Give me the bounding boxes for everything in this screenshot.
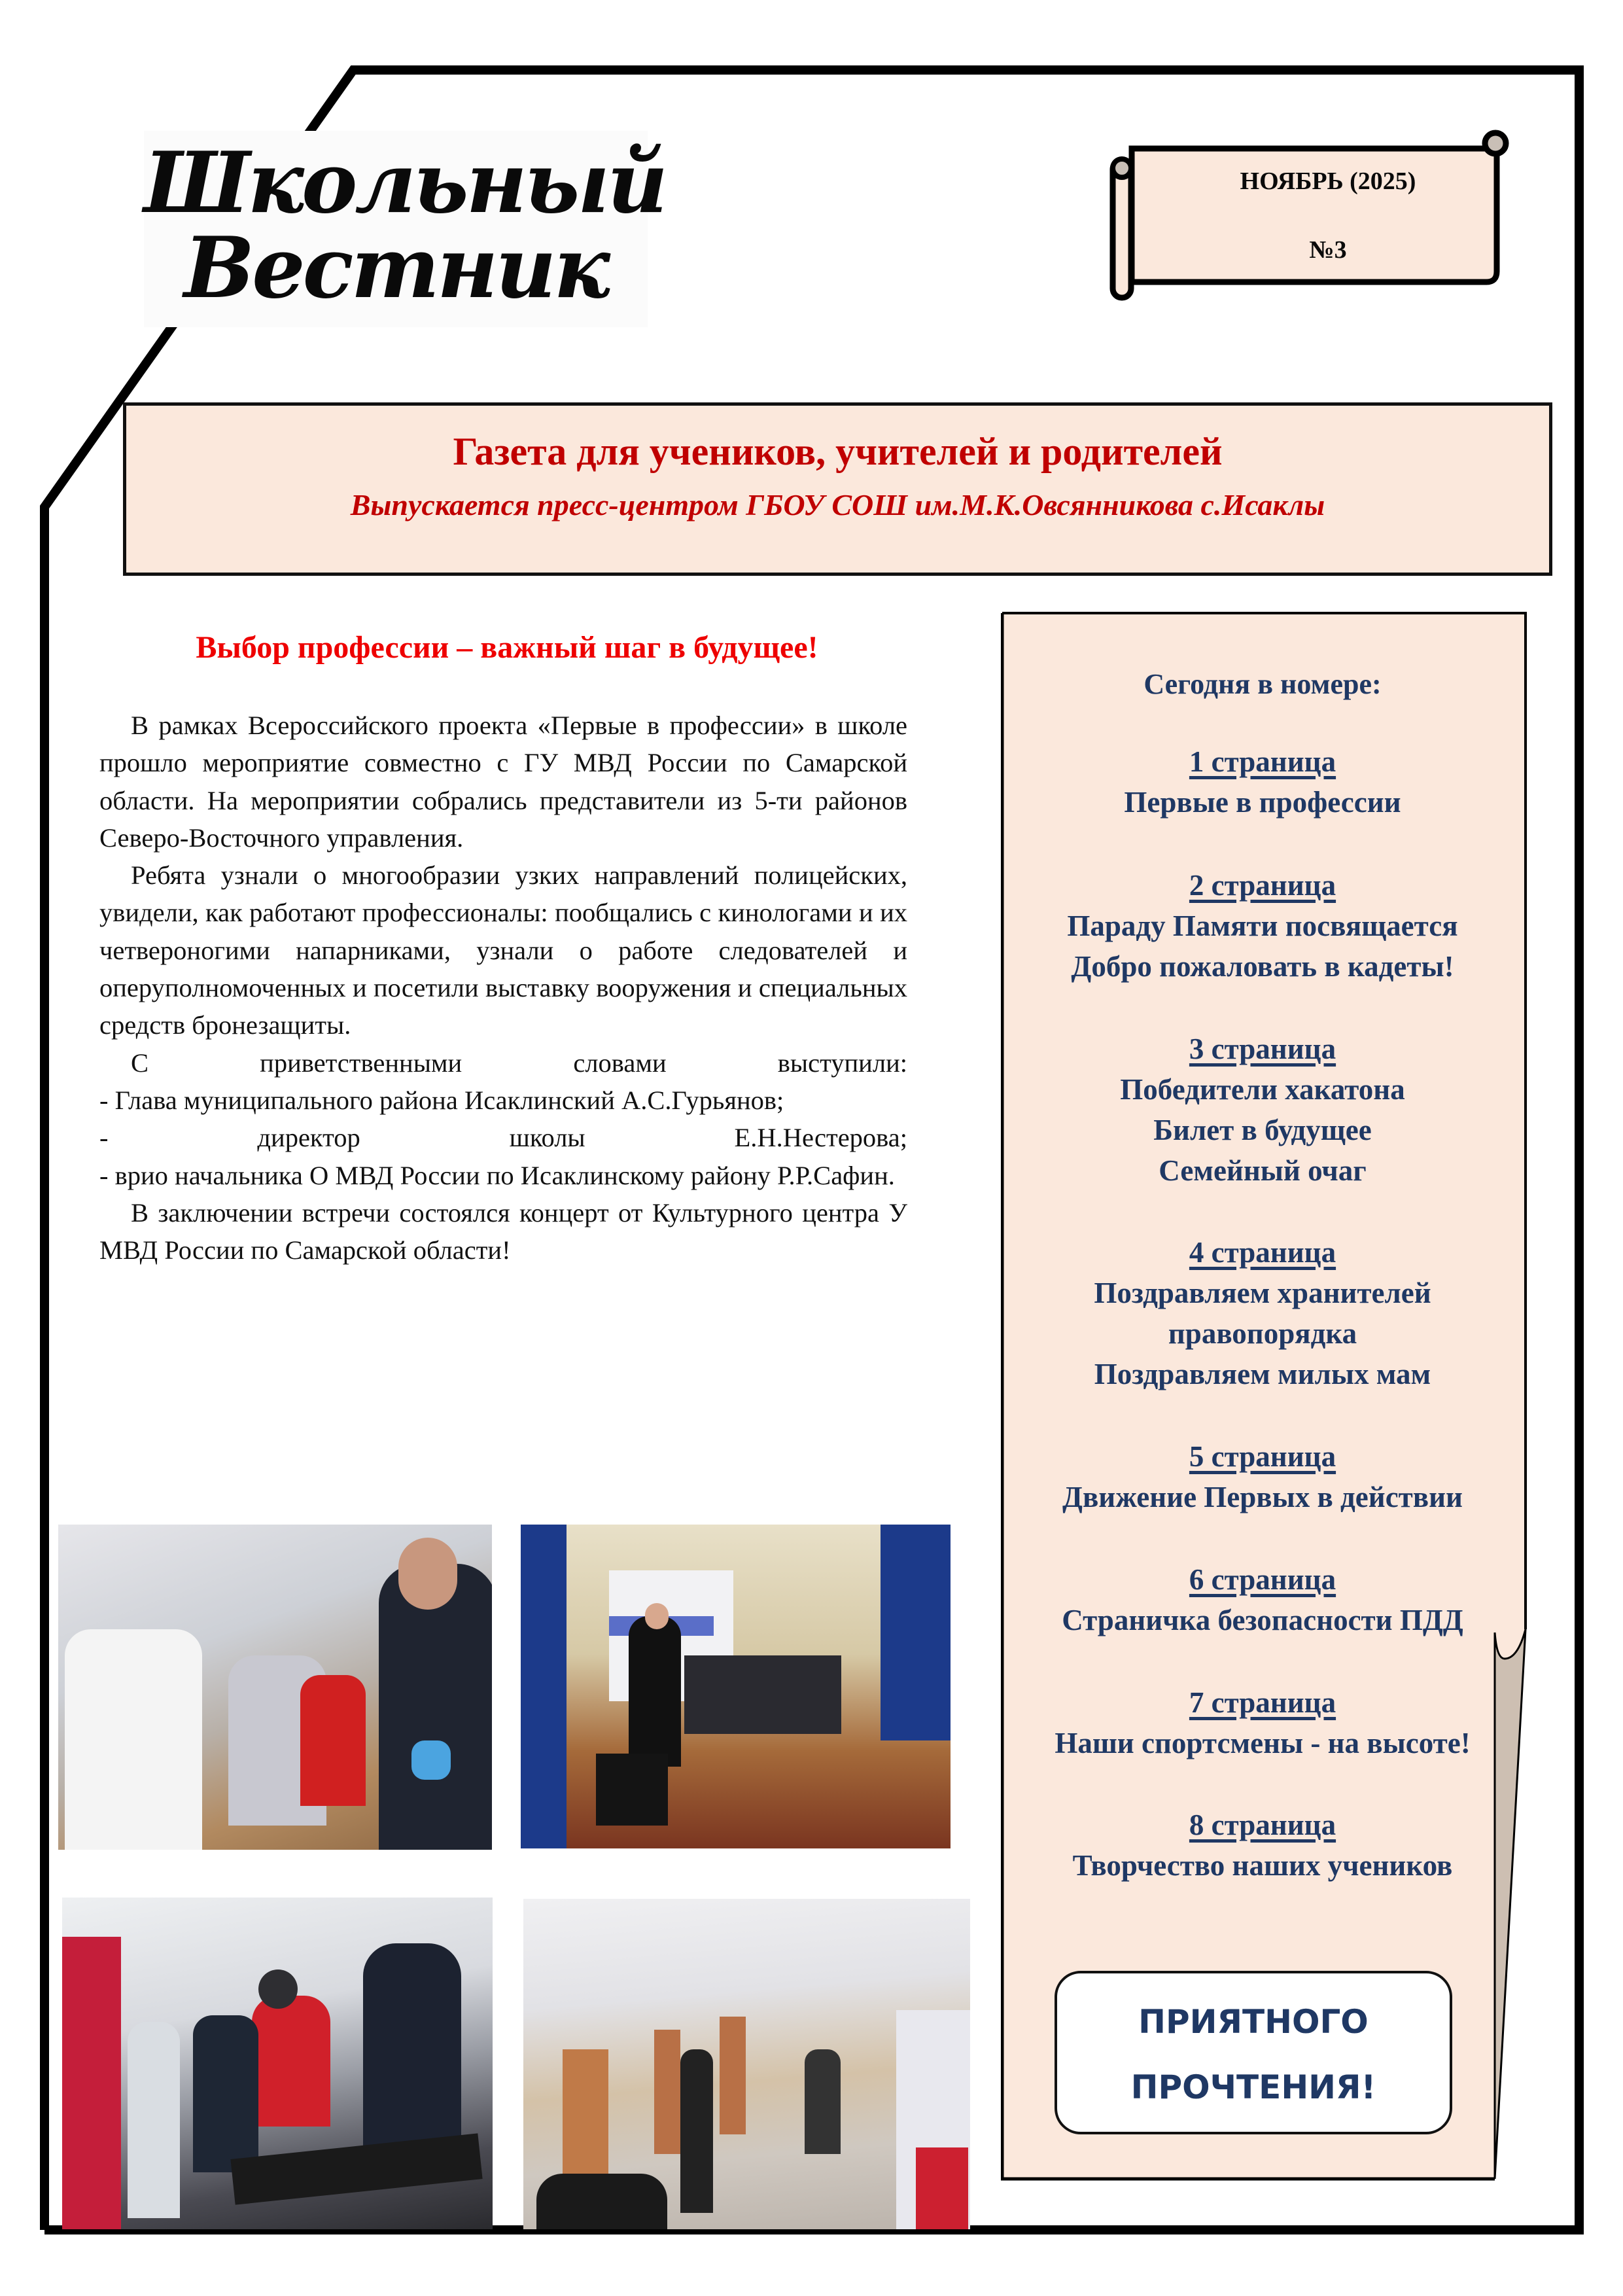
contents-item: Страничка безопасности ПДД [1062, 1604, 1463, 1636]
article-speaker: - директор школы Е.Н.Нестерова; [99, 1123, 907, 1153]
banner-title: Газета для учеников, учителей и родителей [453, 430, 1223, 473]
contents-item: Добро пожаловать в кадеты! [1071, 950, 1454, 983]
contents-section [1001, 1559, 1524, 1640]
contents-item: правопорядка [1168, 1317, 1357, 1350]
photo-students-with-police [58, 1525, 492, 1850]
issue-month: НОЯБРЬ (2025) [1240, 168, 1416, 195]
article-paragraph: Ребята узнали о многообразии узких направлений полицейских, увидели, как работают профессионалы: пообщались с кинологами и их четвероногими напарниками, узнали о работе следователей и оперуполномоченных и посетили выставку вооружения и специальных средств бронезащиты. [99, 860, 907, 1040]
article-paragraph: В рамках Всероссийского проекта «Первые в профессии» в школе прошло мероприятие совместно с ГУ МВД России по Самарской области. На мероприятии собрались представители из 5-ти районов Северо-Восточного управления. [99, 711, 907, 853]
contents-item: Движение Первых в действии [1062, 1481, 1463, 1513]
newspaper-logo [144, 131, 666, 327]
contents-page-link[interactable]: 5 страница [1189, 1440, 1336, 1473]
closing-line-1: ПРИЯТНОГО [1138, 2003, 1369, 2041]
scroll-shape [1106, 128, 1524, 304]
contents-item: Победители хакатона [1120, 1073, 1405, 1106]
contents-page-link[interactable]: 3 страница [1189, 1033, 1336, 1065]
contents-item: Параду Памяти посвящается [1067, 910, 1458, 942]
banner-subtitle: Выпускается пресс-центром ГБОУ СОШ им.М.К.Овсянникова с.Исаклы [350, 488, 1325, 521]
contents-item: Наши спортсмены - на высоте! [1055, 1727, 1471, 1759]
issue-scroll-badge [1106, 128, 1524, 304]
contents-item: Творчество наших учеников [1072, 1849, 1453, 1882]
contents-item: Поздравляем хранителей [1094, 1277, 1431, 1309]
contents-page-link[interactable]: 4 страница [1189, 1236, 1336, 1269]
contents-item: Первые в профессии [1124, 786, 1401, 819]
contents-page-link[interactable]: 6 страница [1189, 1563, 1336, 1596]
contents-page-link[interactable]: 1 страница [1189, 745, 1336, 778]
contents-heading: Сегодня в номере: [1143, 668, 1382, 700]
contents-item: Поздравляем милых мам [1094, 1358, 1431, 1390]
photo-weapons-exhibition [62, 1898, 493, 2229]
contents-page-link[interactable]: 2 страница [1189, 869, 1336, 902]
contents-page-link[interactable]: 8 страница [1189, 1809, 1336, 1841]
contents-panel-background [1001, 612, 1550, 2182]
contents-section [1001, 741, 1524, 822]
closing-message-box [1055, 1971, 1452, 2134]
article-speaker: - Глава муниципального района Исаклинский А.С.Гурьянов; [99, 1085, 784, 1115]
article-speaker: - врио начальника О МВД России по Исаклинскому району Р.Р.Сафин. [99, 1160, 895, 1190]
contents-panel [1001, 612, 1550, 2182]
article-body [99, 707, 907, 1269]
contents-section [1001, 1436, 1524, 1517]
contents-section [1001, 1682, 1524, 1763]
article-title: Выбор профессии – важный шаг в будущее! [196, 630, 818, 665]
contents-section [1001, 1232, 1524, 1394]
photo-exhibition-hall [523, 1899, 970, 2229]
logo-line-2: Вестник [184, 219, 608, 317]
contents-section [1001, 865, 1524, 987]
closing-line-2: ПРОЧТЕНИЯ! [1130, 2068, 1376, 2106]
logo-line-1: Школьный [144, 134, 666, 232]
article-paragraph: В заключении встречи состоялся концерт от Культурного центра У МВД России по Самарской области! [99, 1197, 907, 1265]
article-paragraph: С приветственными словами выступили: [131, 1048, 907, 1078]
contents-page-link[interactable]: 7 страница [1189, 1686, 1336, 1719]
masthead-banner [123, 402, 1552, 576]
contents-item: Семейный очаг [1159, 1154, 1367, 1187]
photo-concert-stage [521, 1525, 951, 1848]
contents-section [1001, 1029, 1524, 1191]
contents-item: Билет в будущее [1153, 1114, 1372, 1146]
contents-section [1001, 1805, 1524, 1886]
issue-number: №3 [1309, 236, 1347, 264]
